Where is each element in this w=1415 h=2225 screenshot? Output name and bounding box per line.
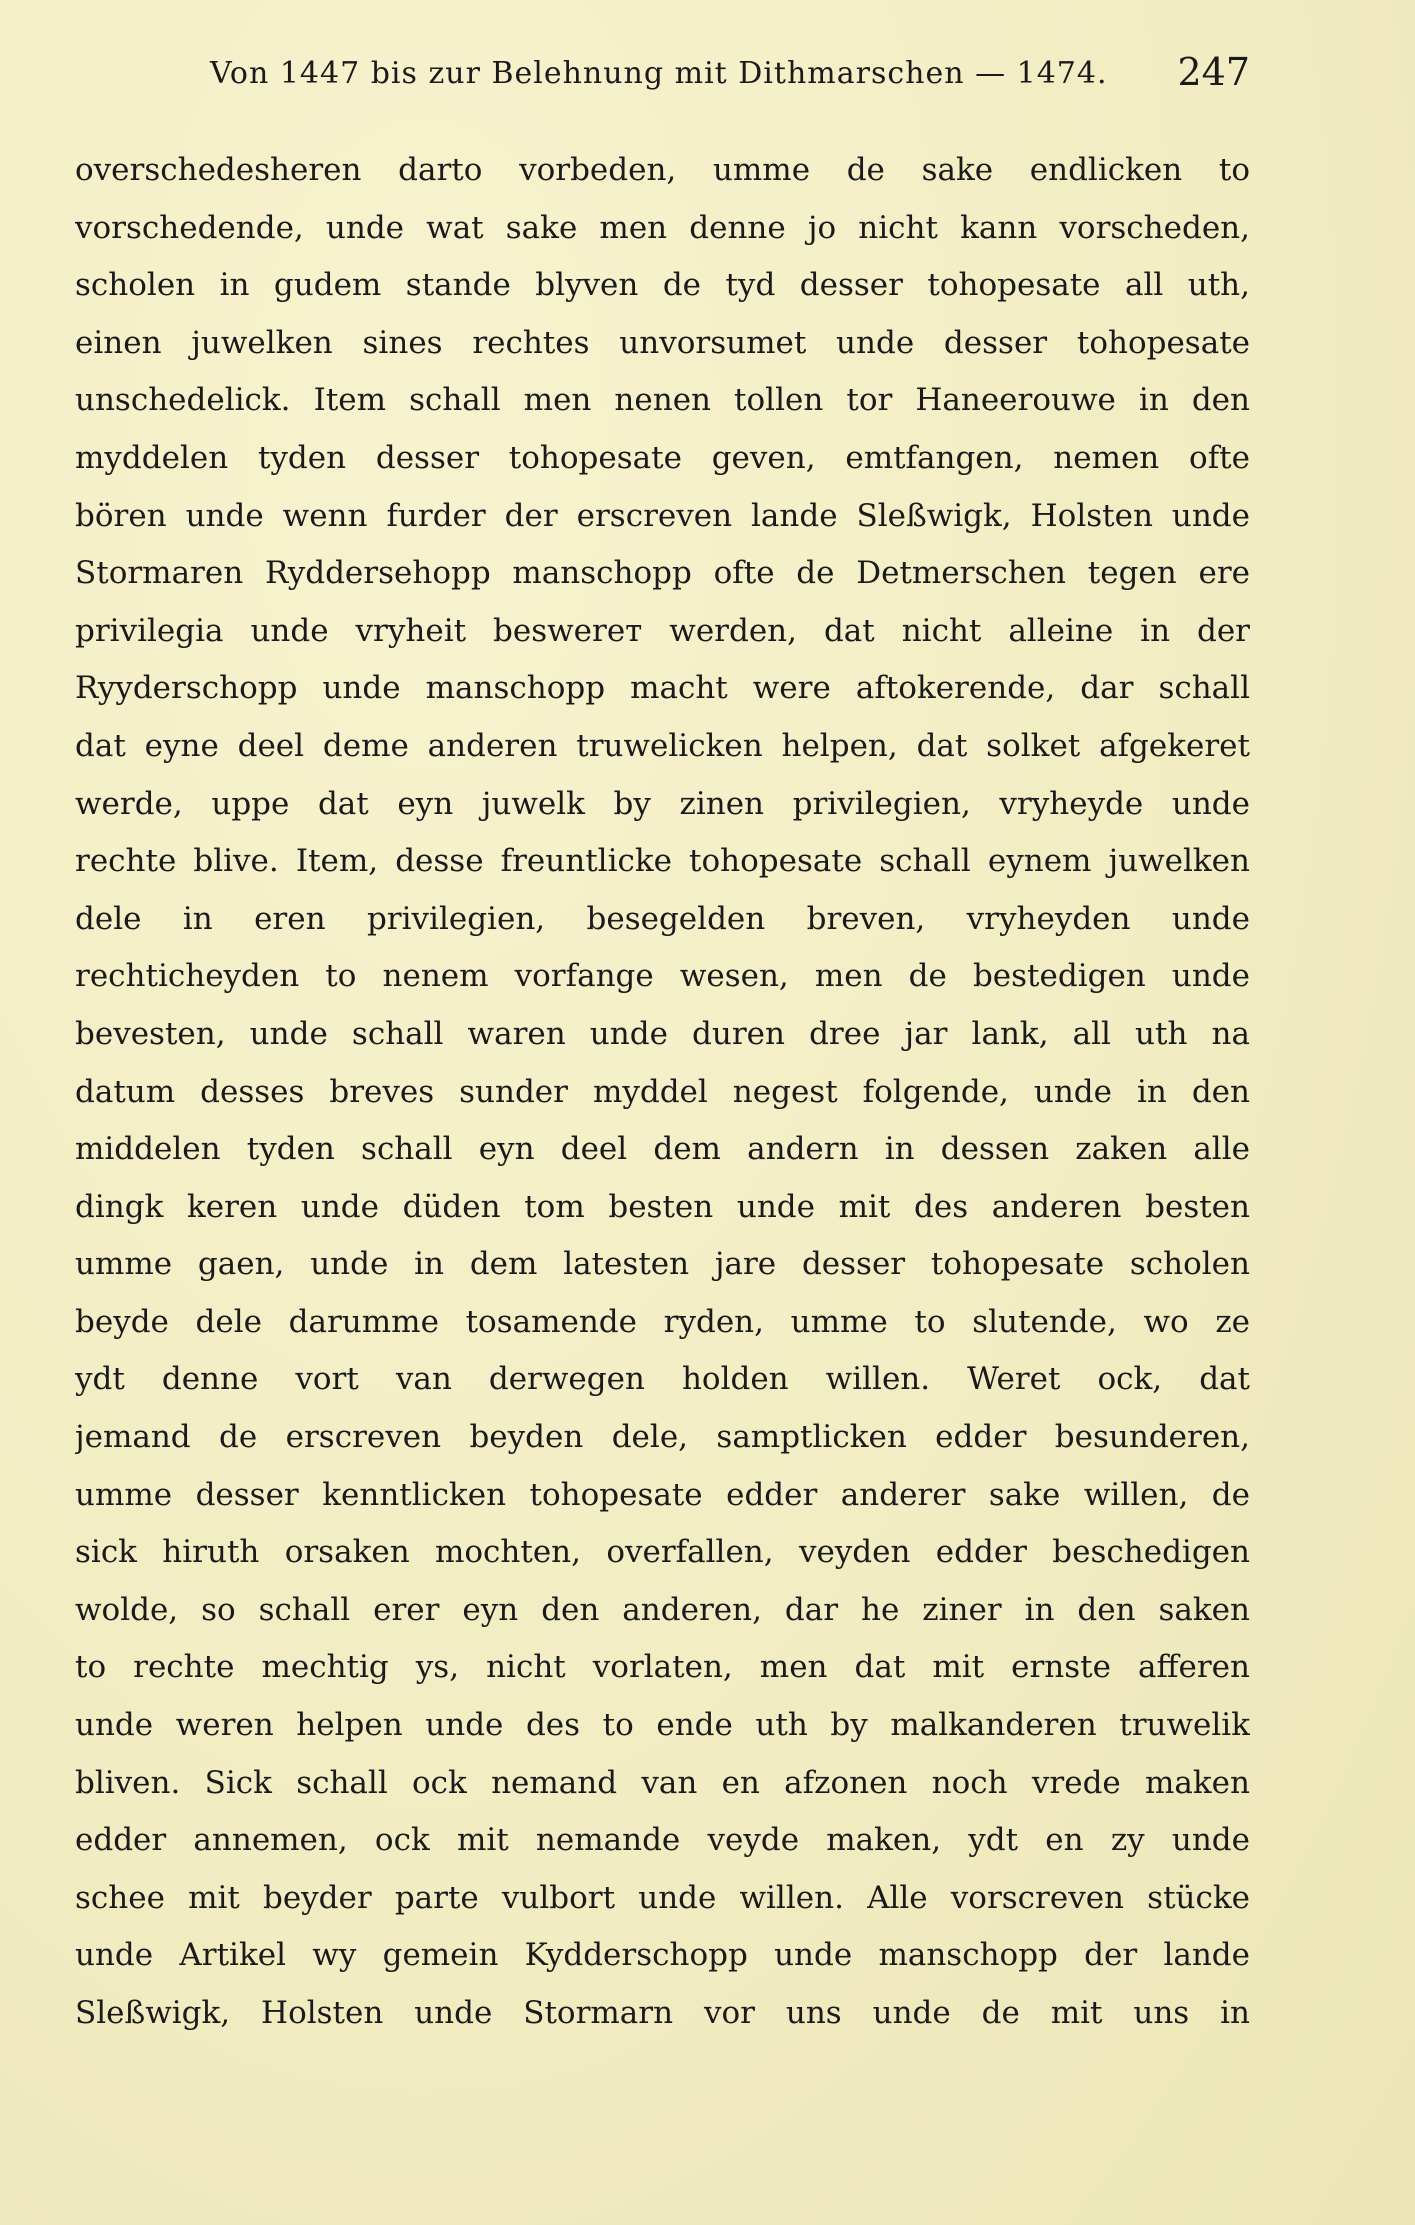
text-line: bören unde wenn furder der erscreven lande Sleßwigk, Holsten unde [75,497,1250,534]
text-line: dingk keren unde düden tom besten unde mit des anderen besten [75,1188,1250,1225]
text-line: rechticheyden to nenem vorfange wesen, men de bestedigen unde [75,958,1250,995]
text-line: datum desses breves sunder myddel negest folgende, unde in den [75,1073,1250,1110]
text-line: bevesten, unde schall waren unde duren dree jar lank, all uth na [75,1015,1250,1052]
text-line: Sleßwigk, Holsten unde Stormarn vor uns unde de mit uns in [75,1995,1250,2031]
text-line: umme desser kenntlicken tohopesate edder anderer sake willen, de [75,1476,1250,1513]
text-line: overschedesheren darto vorbeden, umme de sake endlicken to [75,152,1250,188]
running-head: Von 1447 bis zur Belehnung mit Dithmarschen — 1474. [210,56,1108,91]
text-line: myddelen tyden desser tohopesate geven, emtfangen, nemen ofte [75,439,1250,476]
body-text [75,142,1250,2043]
text-line: umme gaen, unde in dem latesten jare desser tohopesate scholen [75,1246,1250,1283]
text-line: bliven. Sick schall ock nemand van en afzonen noch vrede maken [75,1764,1250,1801]
text-line: schee mit beyder parte vulbort unde willen. Alle vorscreven stücke [75,1879,1250,1916]
text-line: beyde dele darumme tosamende ryden, umme to slutende, wo ze [75,1303,1250,1340]
text-line: dele in eren privilegien, besegelden breven, vryheyden unde [75,900,1250,937]
text-line: werde, uppe dat eyn juwelk by zinen privilegien, vryheyde unde [75,785,1250,822]
text-line: middelen tyden schall eyn deel dem andern in dessen zaken alle [75,1131,1250,1168]
page-header [210,50,1250,100]
text-line: vorschedende, unde wat sake men denne jo nicht kann vorscheden, [75,209,1250,246]
text-line: Ryyderschopp unde manschopp macht were aftokerende, dar schall [75,670,1250,707]
text-line: Stormaren Ryddersehopp manschopp ofte de Detmerschen tegen ere [75,555,1250,592]
text-line: unschedelick. Item schall men nenen tollen tor Haneerouwe in den [75,382,1250,419]
text-line: sick hiruth orsaken mochten, overfallen, veyden edder beschedigen [75,1534,1250,1571]
text-line: to rechte mechtig ys, nicht vorlaten, men dat mit ernste afferen [75,1649,1250,1686]
text-line: unde weren helpen unde des to ende uth by malkanderen truwelik [75,1707,1250,1744]
text-line: rechte blive. Item, desse freuntlicke tohopesate schall eynem juwelken [75,843,1250,880]
text-line: einen juwelken sines rechtes unvorsumet unde desser tohopesate [75,324,1250,361]
text-line: scholen in gudem stande blyven de tyd desser tohopesate all uth, [75,267,1250,304]
text-line: unde Artikel wy gemein Kydderschopp unde manschopp der lande [75,1937,1250,1974]
page-number: 247 [1177,50,1250,94]
text-line: dat eyne deel deme anderen truwelicken helpen, dat solket afgekeret [75,727,1250,764]
text-line: ydt denne vort van derwegen holden willen. Weret ock, dat [75,1361,1250,1398]
text-line: jemand de erscreven beyden dele, samptlicken edder besunderen, [75,1419,1250,1456]
text-line: edder annemen, ock mit nemande veyde maken, ydt en zy unde [75,1822,1250,1859]
text-line: wolde, so schall erer eyn den anderen, dar he ziner in den saken [75,1591,1250,1628]
text-line: privilegia unde vryheit beswerет werden, dat nicht alleine in der [75,612,1250,649]
